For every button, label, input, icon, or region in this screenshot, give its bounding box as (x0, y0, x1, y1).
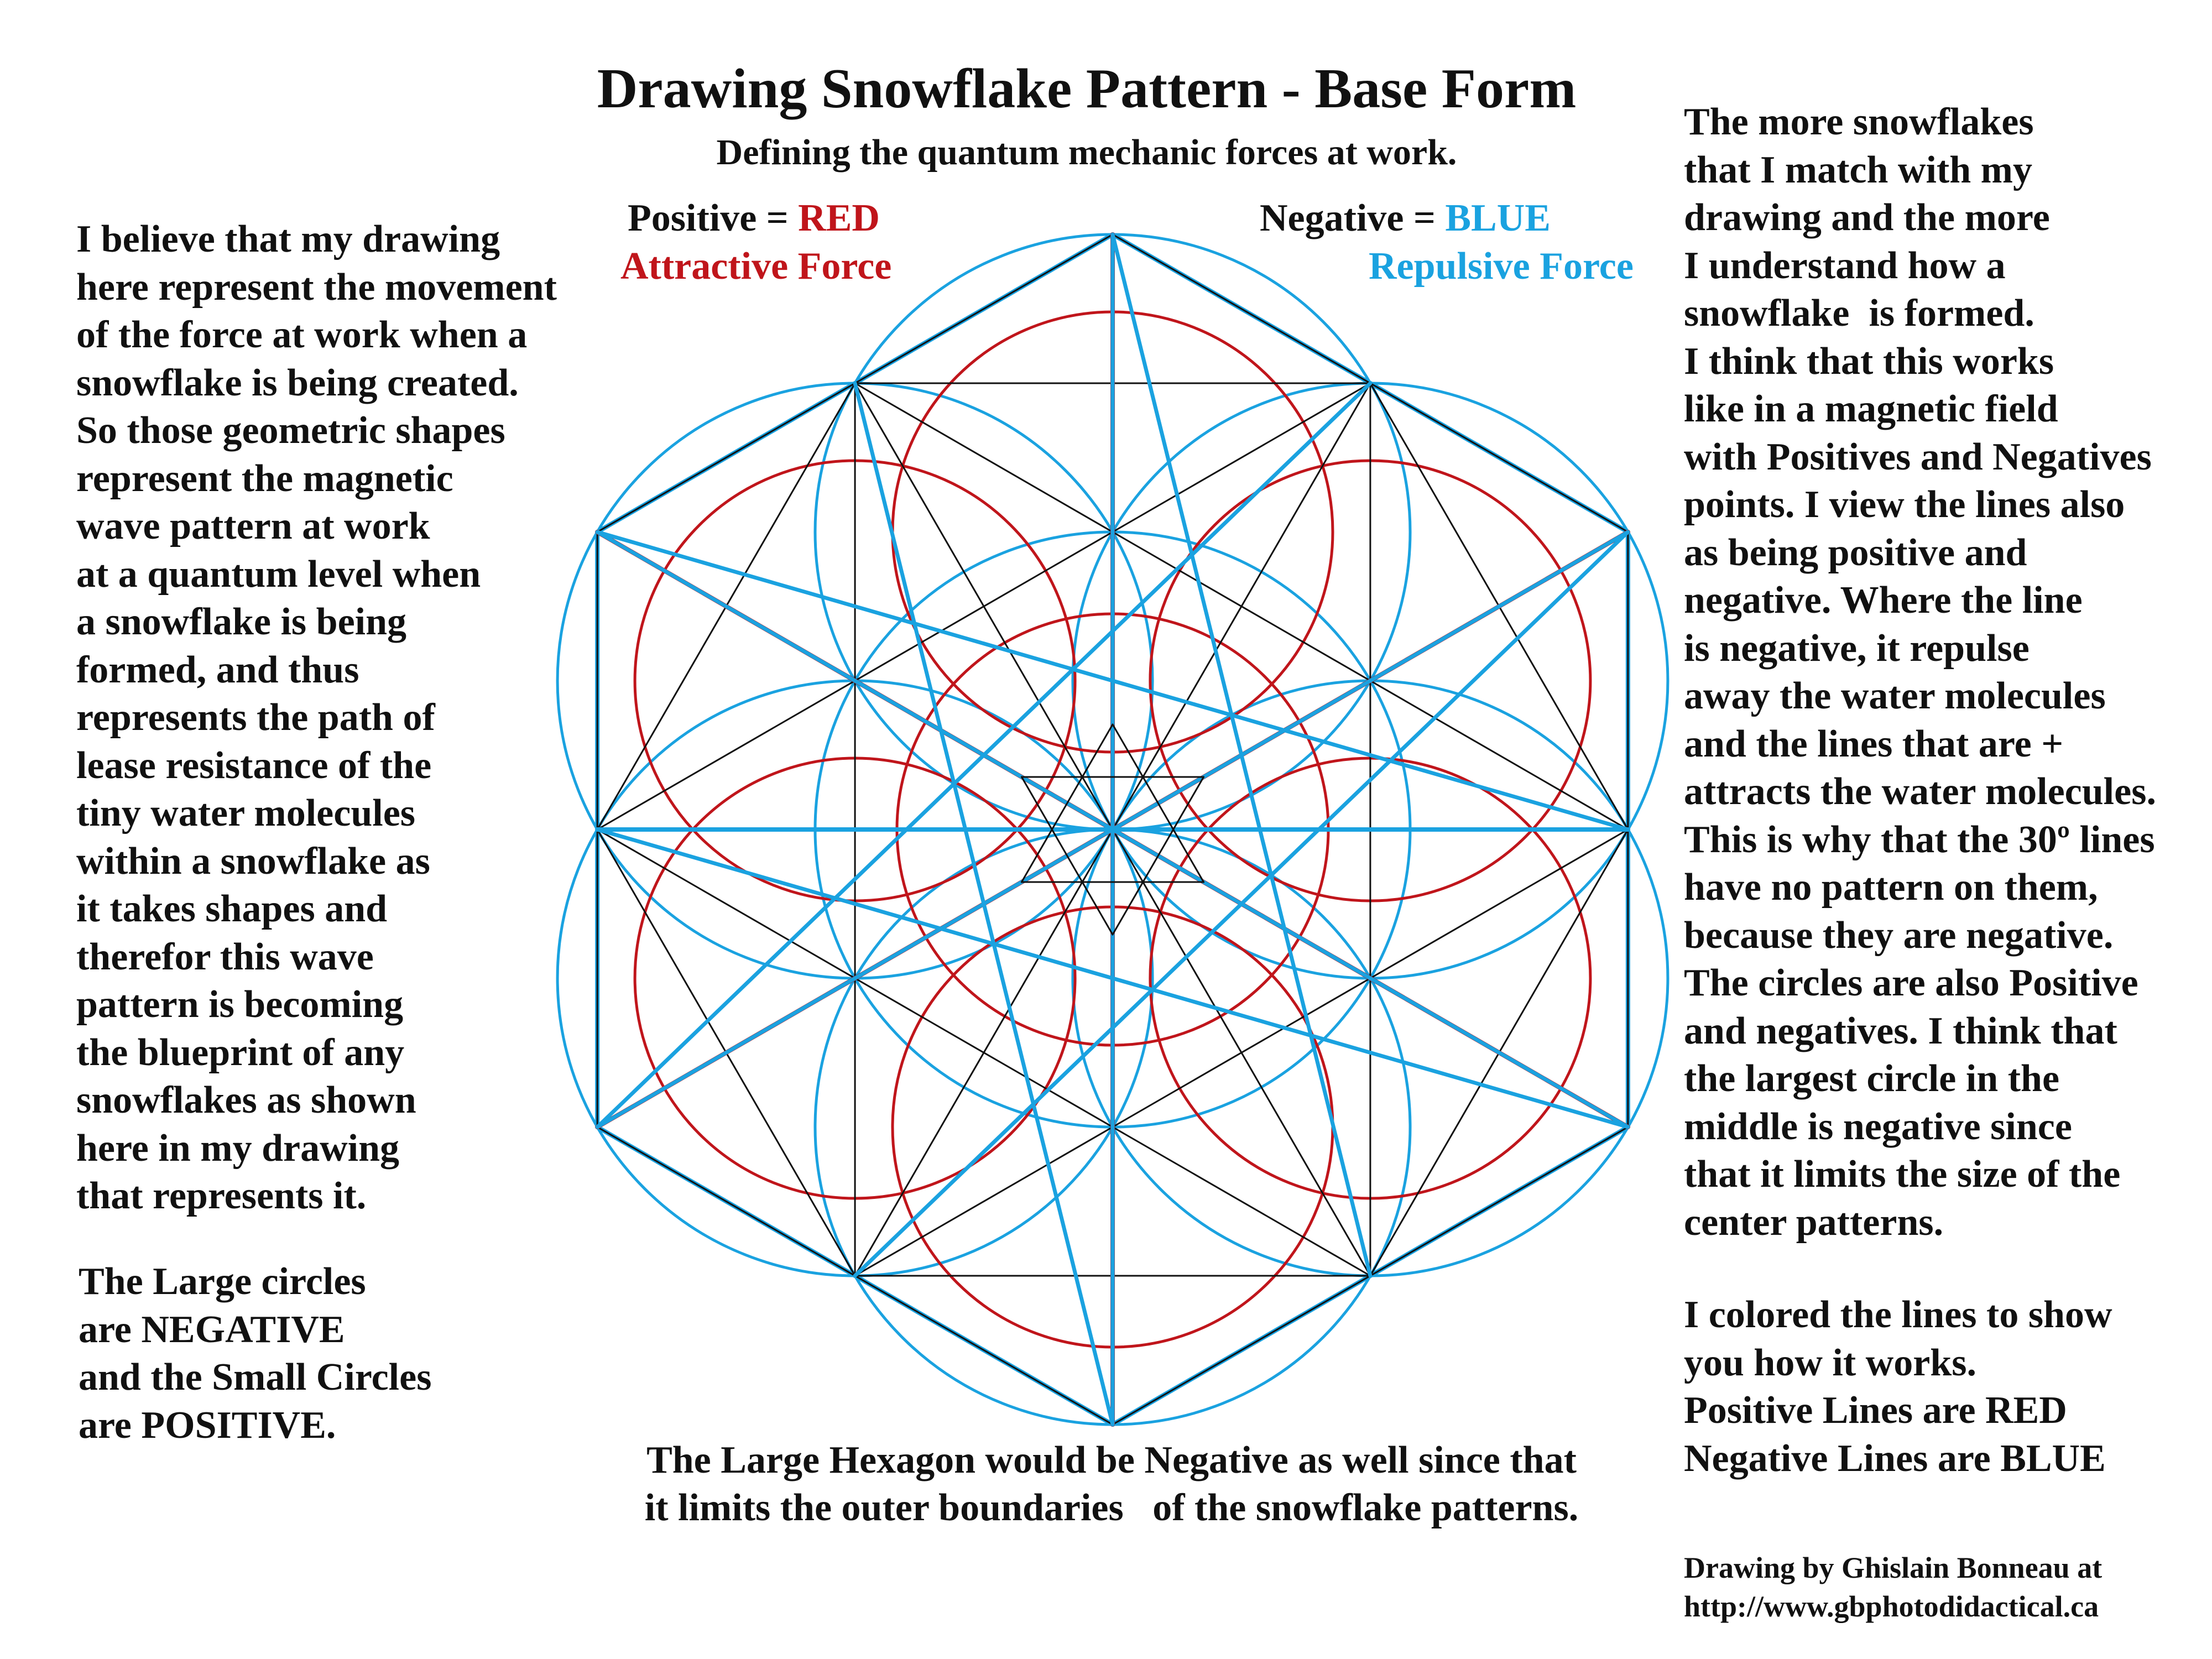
bottom-hexagon-note-text: The Large Hexagon would be Negative as well since that it limits the outer boundaries of the snowflake patterns. (644, 1439, 1579, 1529)
black-connector-line (855, 234, 1113, 383)
black-connector-line (855, 1276, 1113, 1425)
page-subtitle: Defining the quantum mechanic forces at work. (716, 132, 1457, 173)
page-title: Drawing Snowflake Pattern - Base Form (597, 58, 1577, 120)
right-colors-note: I colored the lines to show you how it works. Positive Lines are RED Negative Lines are BLUE (1684, 1293, 2112, 1480)
credit-text: Drawing by Ghislain Bonneau at http://www.gbphotodidactical.ca (1684, 1551, 2103, 1623)
blue-diagonal-line (855, 532, 1628, 1276)
left-circles-note: The Large circles are NEGATIVE and the Small Circles are POSITIVE. (79, 1260, 432, 1447)
black-connector-line (1113, 1276, 1370, 1425)
left-main-text: I believe that my drawing here represent the movement of the force at work when a snowflake is being created. So those geometric shapes represent the magnetic wave pattern at work at a quantum level when a snowflake is being formed, and thus represents the path of lease resistance of the tiny water molecules within a snowflake as it takes shapes and therefor this wave pattern is becoming the blueprint of any snowflakes as shown here in my drawing that represents it. (76, 218, 557, 1217)
legend-negative-color: BLUE (1445, 197, 1551, 239)
legend-positive-color: RED (798, 197, 880, 239)
legend-attractive-force: Attractive Force (620, 245, 892, 288)
blue-diagonal-line (1113, 234, 1370, 1276)
legend-negative-prefix: Negative = (1260, 197, 1446, 239)
legend-repulsive-force: Repulsive Force (1369, 245, 1634, 288)
right-main-text: The more snowflakes that I match with my drawing and the more I understand how a snowflake is formed. I think that this works like in a magnetic field with Positives and Negatives points. I view the lines also as being positive and negative. Where the line is negative, it repulse away the water molecules and the lines that are + attracts the water molecules. This is why that the 30º lines have no pattern on them, because they are negative. The circles are also Positive and negatives. I think that the largest circle in the middle is negative since that it limits the size of the center patterns. (1684, 101, 2156, 1244)
blue-diagonal-line (597, 383, 1370, 1127)
blue-diagonal-line (855, 383, 1113, 1425)
black-connector-line (1113, 234, 1370, 383)
legend-positive-prefix: Positive = (628, 197, 799, 239)
